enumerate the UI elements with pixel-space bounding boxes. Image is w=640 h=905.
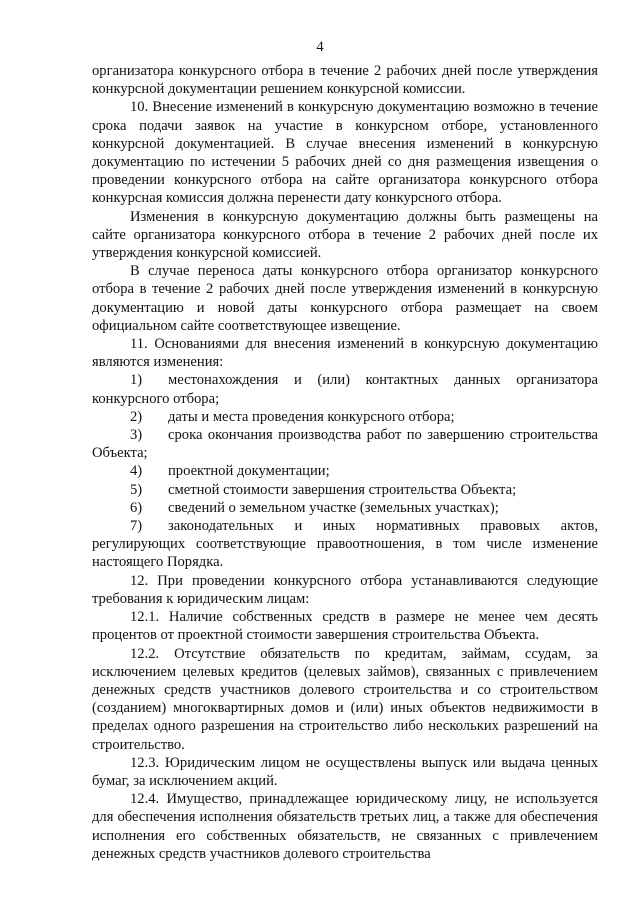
list-item-text: сведений о земельном участке (земельных участках); [168, 499, 499, 516]
paragraph-changes-publication: Изменения в конкурсную документацию должны быть размещены на сайте организатора конкурсного отбора в течение 2 рабочих дней после их утверждения конкурсной комиссией. [92, 208, 598, 262]
paragraph-12: 12. При проведении конкурсного отбора устанавливаются следующие требования к юридическим лицам: [92, 572, 598, 607]
list-item-text: сметной стоимости завершения строительства Объекта; [168, 481, 517, 498]
list-item-text: законодательных и иных нормативных правовых актов, регулирующих соответствующие правоотношения, в том числе изменение настоящего Порядка. [92, 518, 598, 571]
list-item-text: проектной документации; [168, 463, 330, 480]
list-item-number: 3) [130, 427, 143, 444]
list-item [92, 517, 598, 572]
document-body [92, 62, 598, 863]
paragraph-12-3: 12.3. Юридическим лицом не осуществлены выпуск или выдача ценных бумаг, за исключением акций. [92, 754, 598, 789]
list-item [92, 408, 598, 426]
list-item-number: 4) [130, 463, 143, 480]
list-item-number: 1) [130, 372, 143, 389]
paragraph-10: 10. Внесение изменений в конкурсную документацию возможно в течение срока подачи заявок на участие в конкурсном отборе, установленного конкурсной документацией. В случае внесения изменений в конкурсную документацию по истечении 5 рабочих дней со дня размещения извещения о проведении конкурсного отбора на сайте организатора конкурсного отбора конкурсная комиссия должна перенести дату конкурсного отбора. [92, 99, 598, 207]
paragraph-continuation: организатора конкурсного отбора в течение 2 рабочих дней после утверждения конкурсной документации решением конкурсной комиссии. [92, 63, 598, 98]
list-item-text: срока окончания производства работ по завершению строительства Объекта; [92, 427, 598, 462]
list-item-text: даты и места проведения конкурсного отбора; [168, 408, 455, 425]
list-item [92, 426, 598, 462]
list-item-number: 6) [130, 499, 143, 516]
list-item-number: 5) [130, 481, 143, 498]
paragraph-12-2: 12.2. Отсутствие обязательств по кредитам, займам, ссудам, за исключением целевых кредитов (целевых займов), связанных с привлечением денежных средств участников долевого строительства и со строительством (созданием) многоквартирных домов и (или) иных объектов недвижимости в пределах одного разрешения на строительство либо нескольких разрешений на строительство. [92, 645, 598, 753]
list-item [92, 371, 598, 407]
paragraph-11: 11. Основаниями для внесения изменений в конкурсную документацию являются изменения: [92, 336, 598, 371]
list-item-text: местонахождения и (или) контактных данных организатора конкурсного отбора; [92, 372, 598, 407]
paragraph-12-1: 12.1. Наличие собственных средств в размере не менее чем десять процентов от проектной стоимости завершения строительства Объекта. [92, 609, 598, 644]
paragraph-date-transfer: В случае переноса даты конкурсного отбора организатор конкурсного отбора в течение 2 рабочих дней после утверждения изменений в конкурсную документацию и новой даты конкурсного отбора размещает на своем официальном сайте соответствующее извещение. [92, 263, 598, 334]
page-number: 4 [316, 39, 324, 55]
list-item-number: 7) [130, 518, 143, 535]
list-item-number: 2) [130, 408, 143, 425]
list-item [92, 481, 598, 499]
list-item [92, 462, 598, 480]
paragraph-12-4: 12.4. Имущество, принадлежащее юридическому лицу, не используется для обеспечения исполнения обязательств третьих лиц, а также для обеспечения исполнения его собственных обязательств, не связанных с привлечением денежных средств участников долевого строительства [92, 791, 598, 862]
list-item [92, 499, 598, 517]
